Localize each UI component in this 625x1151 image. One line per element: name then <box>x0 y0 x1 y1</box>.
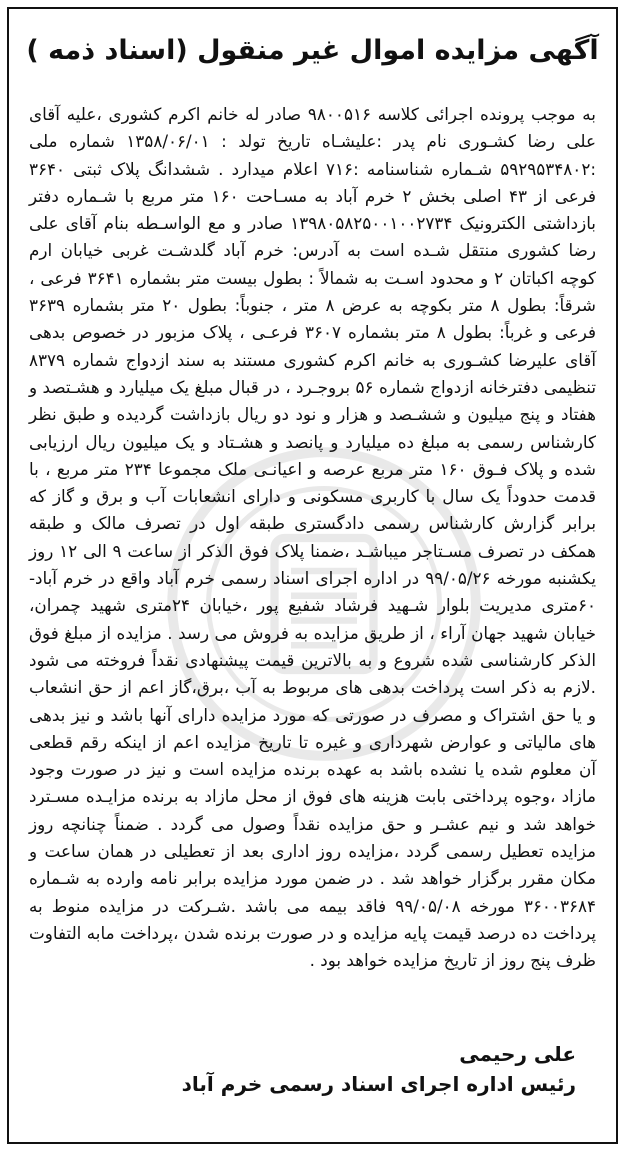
signatory-name: علی رحیمی <box>459 1042 576 1066</box>
signature-block <box>182 1039 576 1099</box>
signatory-role: رئیس اداره اجرای اسناد رسمی خرم آباد <box>181 1072 576 1096</box>
notice-body: به موجب پرونده اجرائی کلاسه ۹۸۰۰۵۱۶ صادر له خانم اکرم کشوری ،علیه آقای علی رضا کشـوری نام پدر :علیشـاه تاریخ تولد : ۱۳۵۸/۰۶/۰۱ شماره ملی :۵۹۲۹۵۳۴۸۰۲ شـماره شناسنامه :۷۱۶ اعلام میدارد . ششدانگ پلاک ثبتی ۳۶۴۰ فرعی از ۴۳ اصلی بخش ۲ خرم آباد به مسـاحت ۱۶۰ متر مربع با شـماره دفتر بازداشتی الکترونیک ۱۳۹۸۰۵۸۲۵۰۰۱۰۰۲۷۳۴ صادر و مع الواسـطه بنام آقای علی رضا کشوری منتقل شـده است به آدرس: خرم آباد گلدشـت غربی خیابان ارم کوچه اکباتان ۲ و محدود اسـت به شمالاً : بطول بیست متر بشماره ۳۶۴۱ فرعی ، شرقاً: بطول ۸ متر بکوچه به عرض ۸ متر ، جنوباً: بطول ۲۰ متر بشماره ۳۶۳۹ فرعی و غرباً: بطول ۸ متر بشماره ۳۶۰۷ فرعـی ، پلاک مزبور در خصوص بدهی آقای علیرضا کشـوری به خانم اکرم کشوری مستند به سند ازدواج شماره ۸۳۷۹ تنظیمی دفترخانه ازدواج شماره ۵۶ بروجـرد ، در قبال مبلغ یک میلیارد و هشـتصد و هفتاد و پنج میلیون و ششـصد و هزار و نود دو ریال بازداشت گردیده و طبق نظر کارشناس رسمی به مبلغ ده میلیارد و پانصد و هشـتاد و یک میلیون ریال ارزیابی شده و پلاک فـوق ۱۶۰ متر مربع عرصه و اعیانـی ملک مجموعا ۲۳۴ متر مربع ، با قدمت حدوداً یک سال با کاربری مسکونی و دارای انشعابات آب و برق و گاز که برابر گزارش کارشناس رسمی دادگستری طبقه اول در تصرف مالک و طبقه همکف در تصرف مسـتاجر میباشـد ،ضمنا پلاک فوق الذکر از ساعت ۹ الی ۱۲ روز یکشنبه مورخه ۹۹/۰۵/۲۶ در اداره اجرای اسناد رسمی خرم آباد واقع در خرم آباد- ۶۰متری مدیریت بلوار شـهید فرشاد شفیع پور ،خیابان ۲۴متری شهید چمران، خیابان شهید جهان آراء ، از طریق مزایده به فروش می رسد . مزایده از مبلغ فوق الذکر کارشناسی شده شروع و به بالاترین قیمت پیشنهادی نقداً فروخته می شود .لازم به ذکر است پرداخت بدهی های مربوط به آب ،برق،گاز اعم از حق انشعاب و یا حق اشتراک و مصرف در صورتی که مورد مزایده دارای آنها باشد و نیز بدهی های مالیاتی و عوارض شهرداری و غیره تا تاریخ مزایده اعم از اینکه رقم قطعی آن معلوم شده یا نشده باشد به عهده برنده مزایده است و نیز در صورت وجود مازاد ،وجوه پرداختی بابت هزینه های فوق از محل مازاد به برنده مزایـده مسـترد خواهد شد و نیم عشـر و حق مزایده نقداً وصول می گردد . ضمناً چنانچه روز مزایده تعطیل رسمی گردد ،مزایده روز اداری بعد از تعطیلی در همان ساعت و مکان مقرر برگزار خواهد شد . در ضمن مورد مزایده برابر نامه وارده به شـماره ۳۶۰۰۳۶۸۴ مورخه ۹۹/۰۵/۰۸ فاقد بیمه می باشد .شـرکت در مزایده منوط به پرداخت ده درصد قیمت پایه مزایده و در صورت برنده شدن ،پرداخت مابه التفاوت ظرف پنج روز از تاریخ مزایده خواهد بود . <box>29 104 597 971</box>
notice-title: آگهی مزایده اموال غیر منقول (اسناد ذمه ) <box>26 35 599 66</box>
notice-frame <box>7 7 618 1144</box>
